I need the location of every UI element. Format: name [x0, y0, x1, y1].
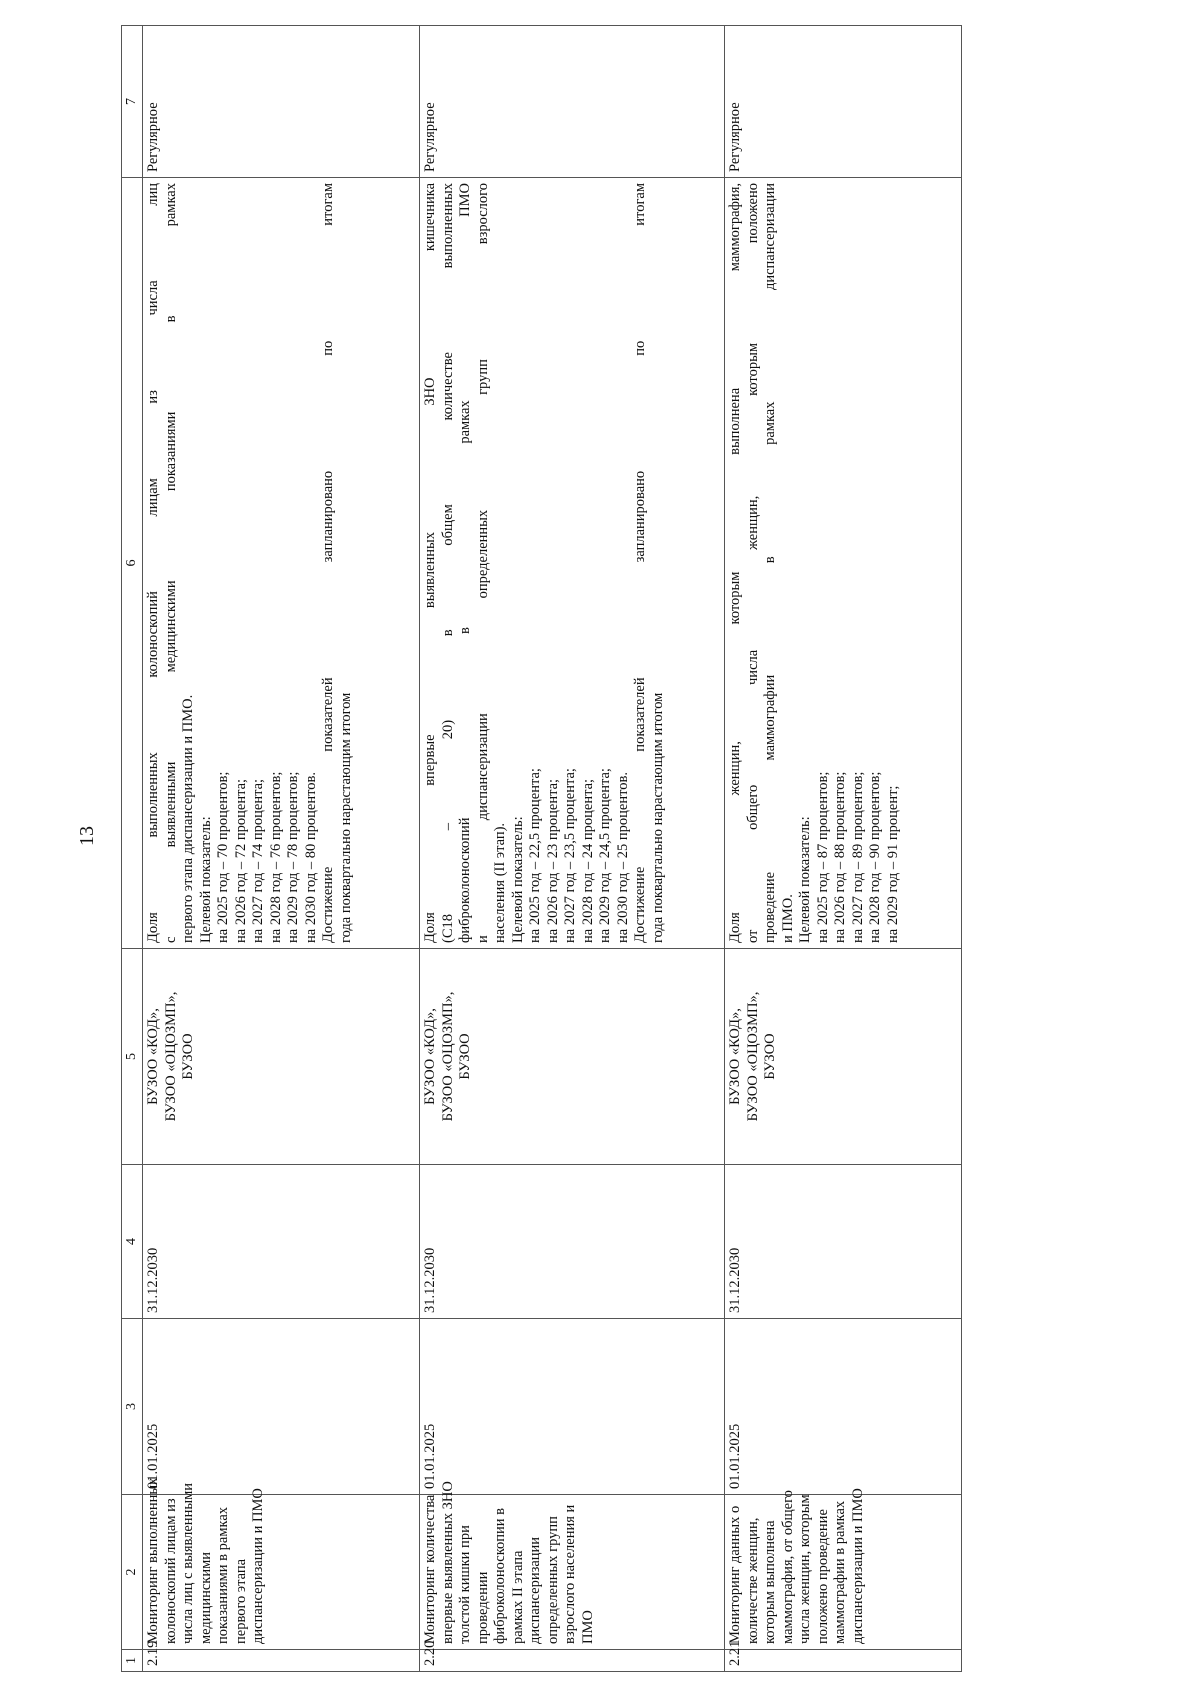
plan-table — [121, 25, 962, 1672]
name-line: диспансеризации и ПМО — [849, 1488, 866, 1644]
name-line: количестве женщин, — [744, 1517, 761, 1644]
executor-line: БУЗОО — [457, 1033, 473, 1080]
periodicity: Регулярное — [725, 26, 962, 178]
executors — [420, 949, 725, 1165]
description-line: (С18 – 20) в общем количестве выполненных — [439, 183, 456, 943]
description-line: населения (II этап). — [492, 822, 508, 943]
column-header: 7 — [122, 26, 143, 178]
executor-line: БУЗОО «ОЦОЗМП», — [744, 991, 761, 1122]
row-number: 2.19 — [143, 1650, 420, 1672]
name-line: показаниями в рамках — [215, 1506, 231, 1644]
column-header: 4 — [122, 1165, 143, 1319]
page-number: 13 — [76, 826, 98, 846]
name-line: диспансеризации и ПМО — [250, 1488, 266, 1644]
description-line: на 2026 год – 88 процентов; — [832, 771, 848, 943]
column-header: 5 — [122, 949, 143, 1165]
description-line: Целевой показатель: — [197, 816, 214, 943]
start-date: 01.01.2025 — [420, 1319, 725, 1495]
name-line: маммографии в рамках — [832, 1500, 848, 1644]
end-date: 31.12.2030 — [420, 1165, 725, 1319]
description-line: на 2030 год – 25 процентов. — [614, 772, 631, 943]
periodicity: Регулярное — [420, 26, 725, 178]
description-line: на 2027 год – 23,5 процента; — [562, 768, 578, 943]
name-line: диспансеризации — [527, 1536, 543, 1644]
executor-line: БУЗОО «КОД», — [727, 1008, 743, 1105]
column-header: 6 — [122, 178, 143, 949]
activity-name — [143, 1477, 420, 1650]
column-header: 3 — [122, 1319, 143, 1495]
description-line: на 2025 год – 70 процентов; — [215, 771, 231, 943]
description-line: на 2028 год – 76 процентов; — [267, 771, 284, 943]
description-line: проведение маммографии в рамках диспансеризации — [762, 183, 778, 943]
activity-name — [725, 1488, 962, 1650]
executors — [143, 949, 420, 1165]
executor-line: БУЗОО «ОЦОЗМП», — [439, 991, 456, 1122]
name-line: маммография, от общего — [779, 1490, 796, 1644]
end-date: 31.12.2030 — [143, 1165, 420, 1319]
name-line: ПМО — [579, 1610, 596, 1644]
description-line: года поквартально нарастающим итогом — [337, 692, 354, 943]
description-line: на 2026 год – 72 процента; — [232, 778, 249, 943]
description-line: на 2025 год – 87 процентов; — [814, 771, 831, 943]
periodicity: Регулярное — [143, 26, 420, 178]
table-row — [143, 26, 420, 1672]
description-line: на 2029 год – 91 процент; — [884, 785, 901, 943]
name-line: Мониторинг количества — [422, 1494, 438, 1644]
description-line: на 2026 год – 23 процента; — [544, 778, 561, 943]
description-line: первого этапа диспансеризации и ПМО. — [180, 694, 196, 943]
name-line: Мониторинг данных о — [727, 1505, 743, 1644]
description-line: на 2027 год – 89 процентов; — [849, 771, 866, 943]
indicator-description — [725, 178, 962, 949]
description-line: на 2027 год – 74 процента; — [250, 778, 266, 943]
column-header: 1 — [122, 1650, 143, 1672]
activity-name — [420, 1481, 725, 1650]
row-number: 2.21 — [725, 1650, 962, 1672]
name-line: колоноскопий лицам из — [162, 1498, 179, 1644]
indicator-description — [143, 178, 420, 949]
start-date: 01.01.2025 — [143, 1319, 420, 1495]
column-header: 2 — [122, 1495, 143, 1650]
executor-line: БУЗОО «ОЦОЗМП», — [162, 991, 179, 1122]
description-line: Достижение показателей запланировано по итогам — [632, 183, 648, 943]
name-line: фиброколоноскопии в — [492, 1507, 508, 1644]
description-line: на 2028 год – 90 процентов; — [867, 771, 883, 943]
executors — [725, 949, 962, 1165]
executor-line: БУЗОО «КОД», — [422, 1008, 438, 1105]
header-row — [122, 26, 143, 1672]
description-line: Доля выполненных колоноскопий лицам из числа лиц — [145, 183, 161, 943]
end-date: 31.12.2030 — [725, 1165, 962, 1319]
executor-line: БУЗОО «КОД», — [145, 1008, 161, 1105]
description-line: на 2029 год – 24,5 процента; — [597, 768, 613, 943]
name-line: числа женщин, которым — [797, 1494, 813, 1644]
name-line: взрослого населения и — [562, 1504, 578, 1644]
description-line: Целевой показатель: — [509, 816, 526, 943]
name-line: рамках II этапа — [509, 1550, 526, 1644]
description-line: года поквартально нарастающим итогом — [649, 692, 666, 943]
description-line: с выявленными медицинскими показаниями в рамках — [162, 183, 179, 943]
name-line: медицинскими — [197, 1551, 214, 1644]
executor-line: БУЗОО — [762, 1033, 778, 1080]
description-line: Доля женщин, которым выполнена маммография, — [727, 183, 743, 943]
description-line: на 2025 год – 22,5 процента; — [527, 768, 543, 943]
row-number: 2.20 — [420, 1650, 725, 1672]
start-date: 01.01.2025 — [725, 1319, 962, 1495]
name-line: первого этапа — [232, 1558, 249, 1644]
description-line: Достижение показателей запланировано по итогам — [320, 183, 336, 943]
name-line: числа лиц с выявленными — [180, 1482, 196, 1644]
name-line: впервые выявленных ЗНО — [439, 1481, 456, 1644]
name-line: Мониторинг выполненных — [145, 1477, 161, 1644]
description-line: Целевой показатель: — [797, 816, 813, 943]
description-line: Доля впервые выявленных ЗНО кишечника — [422, 183, 438, 943]
name-line: проведении — [474, 1571, 491, 1644]
description-line: на 2030 год – 80 процентов. — [302, 772, 319, 943]
name-line: которым выполнена — [762, 1520, 778, 1644]
name-line: определенных групп — [544, 1516, 561, 1644]
indicator-description — [420, 178, 725, 949]
table-row — [725, 26, 962, 1672]
description-line: от общего числа женщин, которым положено — [744, 183, 761, 943]
name-line: толстой кишки при — [457, 1525, 473, 1644]
executor-line: БУЗОО — [180, 1033, 196, 1080]
description-line: и диспансеризации определенных групп взрослого — [474, 183, 491, 943]
name-line: положено проведение — [814, 1509, 831, 1644]
table-row — [420, 26, 725, 1672]
description-line: фиброколоноскопий в рамках ПМО — [457, 183, 473, 943]
description-line: и ПМО. — [779, 894, 796, 943]
description-line: на 2029 год – 78 процентов; — [285, 771, 301, 943]
description-line: на 2028 год – 24 процента; — [579, 778, 596, 943]
